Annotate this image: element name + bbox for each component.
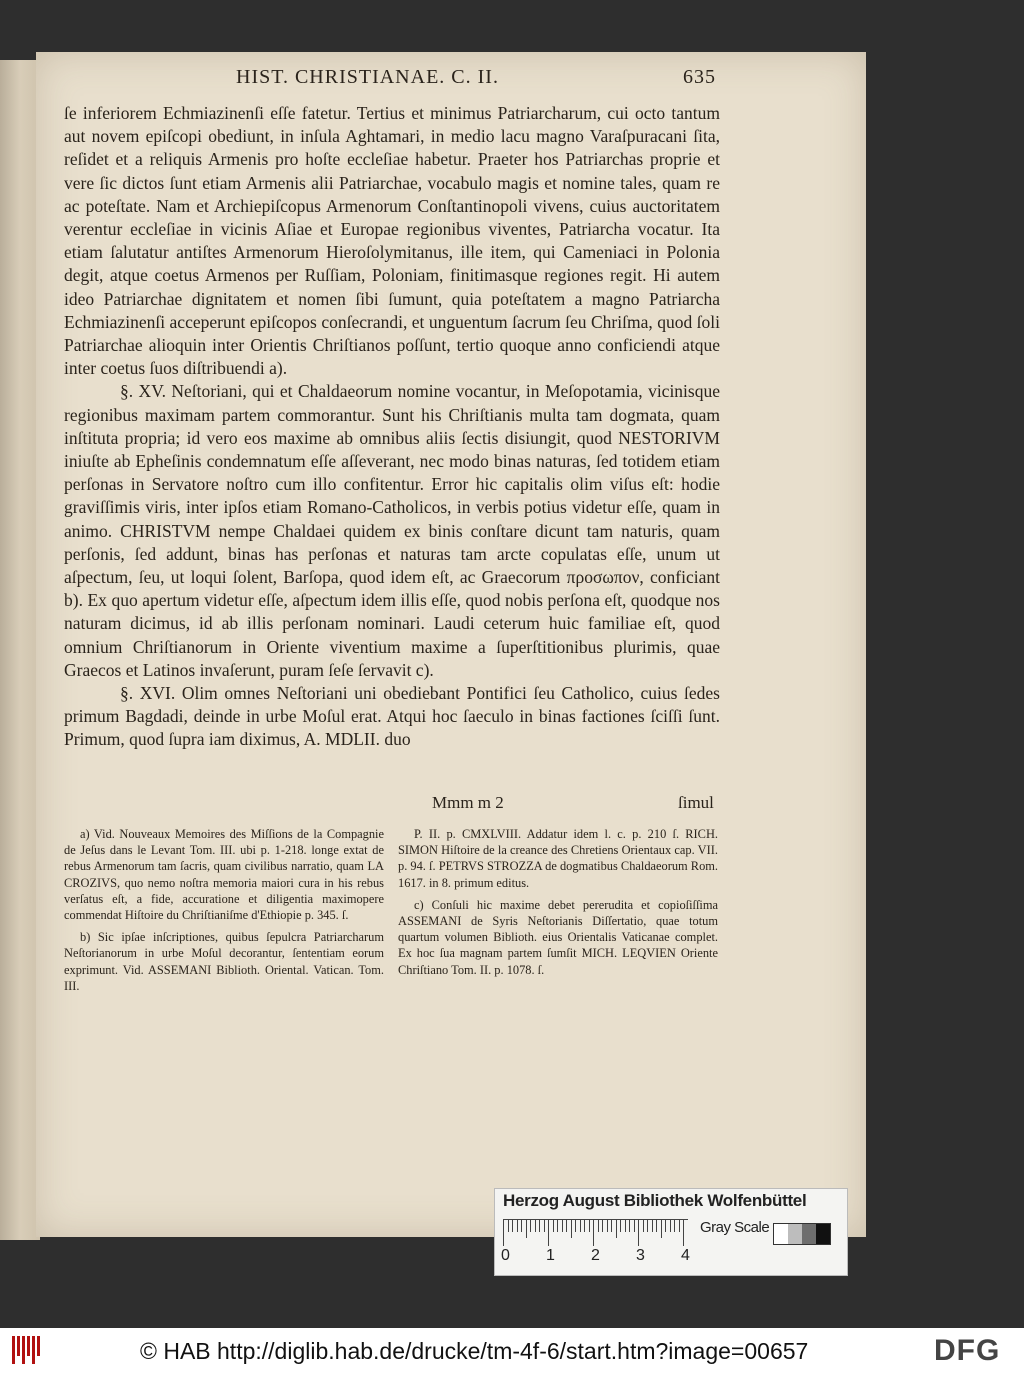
- main-text: [64, 102, 720, 752]
- ruler-tick: [517, 1220, 518, 1232]
- ruler-tick: [575, 1220, 576, 1232]
- scale-number: 2: [591, 1247, 600, 1264]
- ruler-tick: [652, 1220, 653, 1232]
- ruler-tick: [611, 1220, 612, 1232]
- ruler-tick: [616, 1220, 617, 1238]
- adjacent-page-edge: [0, 60, 40, 1240]
- signature-mark: Mmm m 2: [432, 793, 504, 812]
- hab-logo-icon: [12, 1336, 42, 1364]
- catchword: ſimul: [678, 793, 714, 812]
- footer-bar: [0, 1328, 1024, 1374]
- ruler-tick: [629, 1220, 630, 1232]
- ruler-tick: [625, 1220, 626, 1232]
- ruler-tick: [557, 1220, 558, 1232]
- ruler-tick: [530, 1220, 531, 1232]
- ruler-tick: [598, 1220, 599, 1232]
- ruler-tick: [503, 1220, 504, 1246]
- library-color-label: [494, 1188, 848, 1276]
- footnotes-right: [398, 826, 718, 984]
- gray-swatch: [816, 1224, 830, 1244]
- ruler-tick: [620, 1220, 621, 1232]
- dfg-logo: DFG: [934, 1334, 1001, 1367]
- footnote: a) Vid. Nouveaux Memoires des Miſſions de la Compagnie de Jeſus dans le Levant Tom. III. ubi p. 1-218. longe extat de rebus Armenorum tam ſacris, quam civilibus narratio, quam LA CROZIVS, quo nemo noſtra memoria maiori cura in his rebus verſatus eſt, a fide, accuratione et diligentia maximopere commendat Hiſtoire du Chriſtianiſme d'Ethiopie p. 345. ſ.: [64, 827, 384, 923]
- ruler-tick: [562, 1220, 563, 1232]
- ruler-tick: [566, 1220, 567, 1232]
- ruler-tick: [589, 1220, 590, 1232]
- ruler-tick: [665, 1220, 666, 1232]
- running-title: HIST. CHRISTIANAE. C. II.: [236, 66, 499, 88]
- scale-ruler: [503, 1219, 688, 1248]
- ruler-tick: [508, 1220, 509, 1232]
- ruler-tick: [638, 1220, 639, 1246]
- ruler-tick: [679, 1220, 680, 1232]
- ruler-tick: [526, 1220, 527, 1238]
- ruler-tick: [535, 1220, 536, 1232]
- scale-number: 1: [546, 1247, 555, 1264]
- ruler-tick: [674, 1220, 675, 1232]
- ruler-tick: [553, 1220, 554, 1232]
- scale-number: 4: [681, 1247, 690, 1264]
- gray-scale-label: Gray Scale: [700, 1219, 770, 1236]
- ruler-tick: [544, 1220, 545, 1232]
- footnote: c) Conſuli hic maxime debet pererudita et copioſiſſima ASSEMANI de Syris Neſtorianis Diſſertatio, quae totum quartum volumen Biblioth. eius Orientalis Vaticanae complet. Ex hoc ſua magnam partem ſumſit MICH. LEQVIEN Oriente Chriſtiano Tom. II. p. 1078. ſ.: [398, 897, 718, 977]
- gray-swatch: [774, 1224, 788, 1244]
- footnotes-left: [64, 826, 384, 1000]
- gray-swatches: [773, 1223, 831, 1245]
- library-name: Herzog August Bibliothek Wolfenbüttel: [503, 1191, 807, 1210]
- gray-swatch: [802, 1224, 816, 1244]
- ruler-tick: [670, 1220, 671, 1232]
- paragraph: §. XV. Neſtoriani, qui et Chaldaeorum nomine vocantur, in Meſopotamia, vicinisque regionibus maximam partem commorantur. Sunt his Chriſtianis multa tam dogmata, quam inſtituta propria; id vero eos maxime ab omnibus aliis ſectis disiungit, quod NESTORIVM iniuſte ab Epheſinis condemnatum eſſe aſſeverant, nec modo binas naturas, ſed totidem etiam perſonas in Servatore noſtro cum illo confitentur. Error hic capitalis olim viſus eſt: hodie graviſſimis viris, inter ipſos etiam Romano-Catholicos, in verbis potius videtur eſſe, quam in animo. CHRISTVM nempe Chaldaei quidem ex binis conſtare dicunt tam naturis, quam perſonis, ſed addunt, binas has perſonas et naturas tam arcte copulatas eſſe, unum ut aſpectum, ſeu, ut loqui ſolent, Barſopa, quod idem eſt, ac Graecorum προσωπον, conficiant b). Ex quo apertum videtur eſſe, aſpectum idem illis eſſe, quod nobis perſona eſt, quodque nos naturam dicimus, id ab illis perſonam nominari. Laudi ceterum huic familiae eſt, quod omnium Chriſtianorum in Oriente viventium maxime a ſuperſtitionibus plurimis, quae Graecos et Latinos invaſerunt, puram ſeſe ſervavit c).: [64, 381, 720, 680]
- ruler-tick: [548, 1220, 549, 1246]
- gray-swatch: [788, 1224, 802, 1244]
- ruler-tick: [661, 1220, 662, 1238]
- ruler-tick: [580, 1220, 581, 1232]
- ruler-tick: [643, 1220, 644, 1232]
- paragraph: §. XVI. Olim omnes Neſtoriani uni obediebant Pontifici ſeu Catholico, cuius ſedes primum Bagdadi, deinde in urbe Moſul erat. Atqui hoc ſaeculo in binas factiones ſciſſi ſunt. Primum, quod ſupra iam diximus, A. MDLII. duo: [64, 683, 720, 750]
- copyright-url[interactable]: © HAB http://diglib.hab.de/drucke/tm-4f-6/start.htm?image=00657: [140, 1338, 809, 1364]
- page-number: 635: [683, 66, 716, 88]
- running-header: [236, 66, 716, 89]
- ruler-tick: [512, 1220, 513, 1232]
- ruler-tick: [683, 1220, 684, 1246]
- ruler-tick: [571, 1220, 572, 1238]
- footnote: b) Sic ipſae inſcriptiones, quibus ſepulcra Patriarcharum Neſtorianorum in urbe Moſul decorantur, ſententiam eorum exprimunt. Vid. ASSEMANI Biblioth. Oriental. Vatican. Tom. III.: [64, 930, 384, 993]
- scale-number: 0: [501, 1247, 510, 1264]
- ruler-tick: [656, 1220, 657, 1232]
- ruler-tick: [602, 1220, 603, 1232]
- ruler-tick: [521, 1220, 522, 1232]
- ruler-tick: [584, 1220, 585, 1232]
- paragraph: ſe inferiorem Echmiazinenſi eſſe fatetur. Tertius et minimus Patriarcharum, cui octo tantum aut novem epiſcopi obediunt, in inſula Aghtamari, in medio lacu magno Varaſpuracani ſita, reſidet et a reliquis Armenis pro hoſte eccleſiae habetur. Praeter hos Patriarchas proprie et vere ſic dictos ſunt etiam Armenis alii Patriarchae, vocabulo magis et nomine tales, quam re ac poteſtate. Nam et Archiepiſcopus Armenorum Conſtantinopoli vivens, cuius auctoritatem verentur eccleſiae in vicinis Aſiae et Europae regionibus viventes, Patriarcha vocatur. Ita etiam ſalutatur antiſtes Armenorum Hieroſolymitanus, ille item, qui Cameniaci in Polonia degit, atque coetus Armenos per Ruſſiam, Poloniam, finitimasque regiones regit. Hi autem ideo Patriarchae dignitatem et nomen ſibi ſumunt, quia poteſtatem a magno Patriarcha Echmiazinenſi acceperunt epiſcopos conſecrandi, et unguentum ſacrum ſeu Chriſma, quod ſoli Patriarchae alioquin inter Orientis Chriſtianos poſſunt, tertio quoque anno conficiendi atque inter coetus ſuos diſtribuendi a).: [64, 103, 720, 379]
- ruler-tick: [593, 1220, 594, 1246]
- ruler-tick: [607, 1220, 608, 1232]
- footnote: P. II. p. CMXLVIII. Addatur idem l. c. p. 210 ſ. RICH. SIMON Hiſtoire de la creance des Chretiens Orientaux cap. VII. p. 94. ſ. PETRVS STROZZA de dogmatibus Chaldaeorum Rom. 1617. in 8. primum editus.: [398, 827, 718, 890]
- ruler-tick: [647, 1220, 648, 1232]
- ruler-tick: [539, 1220, 540, 1232]
- scale-number: 3: [636, 1247, 645, 1264]
- ruler-tick: [634, 1220, 635, 1232]
